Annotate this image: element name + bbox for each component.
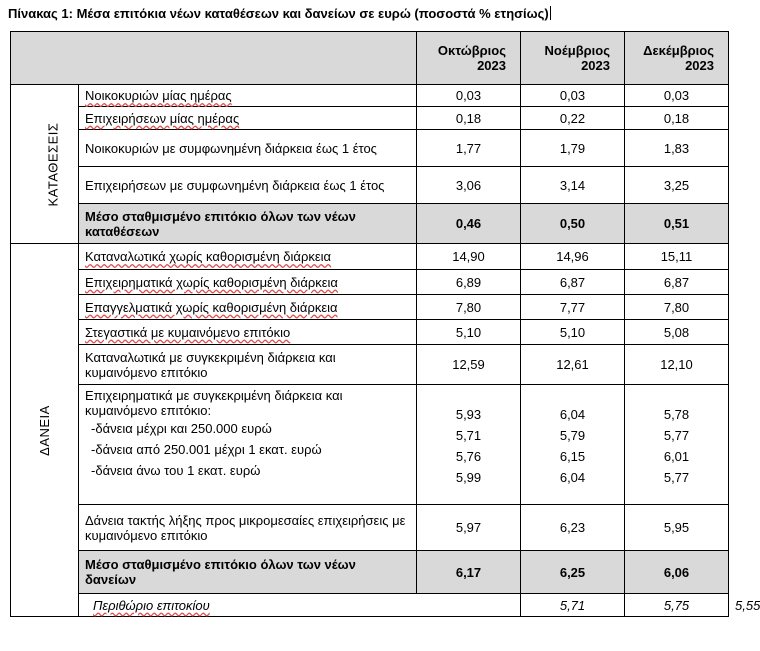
cell-value: 15,11 [625, 244, 729, 270]
row-label: Επιχειρήσεων με συμφωνημένη διάρκεια έως 1 έτος [79, 167, 417, 204]
table-row [11, 270, 729, 295]
business-loans-group-row [11, 385, 729, 505]
row-label: Επαγγελματικά χωρίς καθορισμένη διάρκεια [79, 295, 417, 320]
cell-value: 0,50 [521, 204, 625, 244]
cell-value: 5,10 [521, 320, 625, 345]
header-blank-cell [11, 32, 417, 85]
table-row [11, 505, 729, 551]
cell-value: 6,06 [625, 551, 729, 594]
cell-value: 1,77 [417, 130, 521, 167]
cell-value: 0,03 [625, 85, 729, 107]
cell-value: 0,03 [521, 85, 625, 107]
table-row [11, 167, 729, 204]
row-label: Επιχειρήσεων μίας ημέρας [79, 107, 417, 130]
cell-value: 7,80 [417, 295, 521, 320]
cell-value: 12,10 [625, 345, 729, 385]
group-values-nov: 6,04 5,79 6,15 6,04 [521, 385, 625, 505]
cell-value: 6,87 [521, 270, 625, 295]
row-label: Δάνεια τακτής λήξης προς μικρομεσαίες επιχειρήσεις με κυμαινόμενο επιτόκιο [79, 505, 417, 551]
subrow-label: -δάνεια από 250.001 μέχρι 1 εκατ. ευρώ [91, 442, 322, 457]
row-label: Καταναλωτικά χωρίς καθορισμένη διάρκεια [79, 244, 417, 270]
rates-table [10, 31, 760, 617]
subrow-label: -δάνεια άνω του 1 εκατ. ευρώ [91, 463, 261, 478]
cell-value: 7,80 [625, 295, 729, 320]
cell-value: 0,46 [417, 204, 521, 244]
column-header-oct: Οκτώβριος 2023 [417, 32, 521, 85]
cell-value: 3,06 [417, 167, 521, 204]
row-label: Επιχειρηματικά χωρίς καθορισμένη διάρκεια [79, 270, 417, 295]
cell-value: 6,23 [521, 505, 625, 551]
cell-value: 0,22 [521, 107, 625, 130]
cell-value: 0,03 [417, 85, 521, 107]
cell-value: 12,61 [521, 345, 625, 385]
cell-value: 5,10 [417, 320, 521, 345]
table-row [11, 295, 729, 320]
cell-value: 6,17 [417, 551, 521, 594]
column-header-nov: Νοέμβριος 2023 [521, 32, 625, 85]
cell-value: 0,18 [417, 107, 521, 130]
subrow-label: -δάνεια μέχρι και 250.000 ευρώ [91, 421, 272, 436]
table-title-text: Πίνακας 1: Μέσα επιτόκια νέων καταθέσεων και δανείων σε ευρώ (ποσοστά % ετησίως) [8, 6, 549, 21]
cell-value: 3,14 [521, 167, 625, 204]
table-row [11, 345, 729, 385]
deposits-total-row [11, 204, 729, 244]
table-row [11, 107, 729, 130]
column-header-dec: Δεκέμβριος 2023 [625, 32, 729, 85]
row-label: Στεγαστικά με κυμαινόμενο επιτόκιο [79, 320, 417, 345]
group-values-dec: 5,78 5,77 6,01 5,77 [625, 385, 729, 505]
table-row [11, 130, 729, 167]
cell-value: 5,75 [625, 594, 729, 617]
row-label: Περιθώριο επιτοκίου [79, 594, 521, 617]
cell-value: 5,97 [417, 505, 521, 551]
group-label: Επιχειρηματικά με συγκεκριμένη διάρκεια και κυμαινόμενο επιτόκιο: [85, 388, 343, 418]
cell-value: 14,90 [417, 244, 521, 270]
cell-value: 1,83 [625, 130, 729, 167]
text-cursor [550, 6, 551, 20]
section-label-deposits: ΚΑΤΑΘΕΣΕΙΣ [11, 85, 79, 244]
cell-value: 3,25 [625, 167, 729, 204]
cell-value: 6,89 [417, 270, 521, 295]
cell-value: 0,51 [625, 204, 729, 244]
cell-value: 6,25 [521, 551, 625, 594]
section-label-loans: ΔΑΝΕΙΑ [11, 244, 79, 617]
cell-value: 5,71 [521, 594, 625, 617]
table-title [8, 6, 551, 21]
table-row [11, 320, 729, 345]
margin-row: Περιθώριο επιτοκίου 5,71 5,75 5,55 [11, 594, 729, 617]
cell-value: 0,18 [625, 107, 729, 130]
group-label-cell [79, 385, 417, 505]
row-label: Μέσο σταθμισμένο επιτόκιο όλων των νέων δανείων [79, 551, 417, 594]
cell-value: 7,77 [521, 295, 625, 320]
row-label: Νοικοκυριών με συμφωνημένη διάρκεια έως 1 έτος [79, 130, 417, 167]
cell-value: 5,08 [625, 320, 729, 345]
cell-value: 5,95 [625, 505, 729, 551]
header-row [11, 32, 729, 85]
loans-total-row [11, 551, 729, 594]
table-row [11, 85, 729, 107]
cell-value: 14,96 [521, 244, 625, 270]
table-row [11, 244, 729, 270]
cell-value: 1,79 [521, 130, 625, 167]
cell-value: 12,59 [417, 345, 521, 385]
row-label: Καταναλωτικά με συγκεκριμένη διάρκεια και κυμαινόμενο επιτόκιο [79, 345, 417, 385]
cell-value: 6,87 [625, 270, 729, 295]
row-label: Νοικοκυριών μίας ημέρας [79, 85, 417, 107]
group-values-oct: 5,93 5,71 5,76 5,99 [417, 385, 521, 505]
row-label: Μέσο σταθμισμένο επιτόκιο όλων των νέων καταθέσεων [79, 204, 417, 244]
